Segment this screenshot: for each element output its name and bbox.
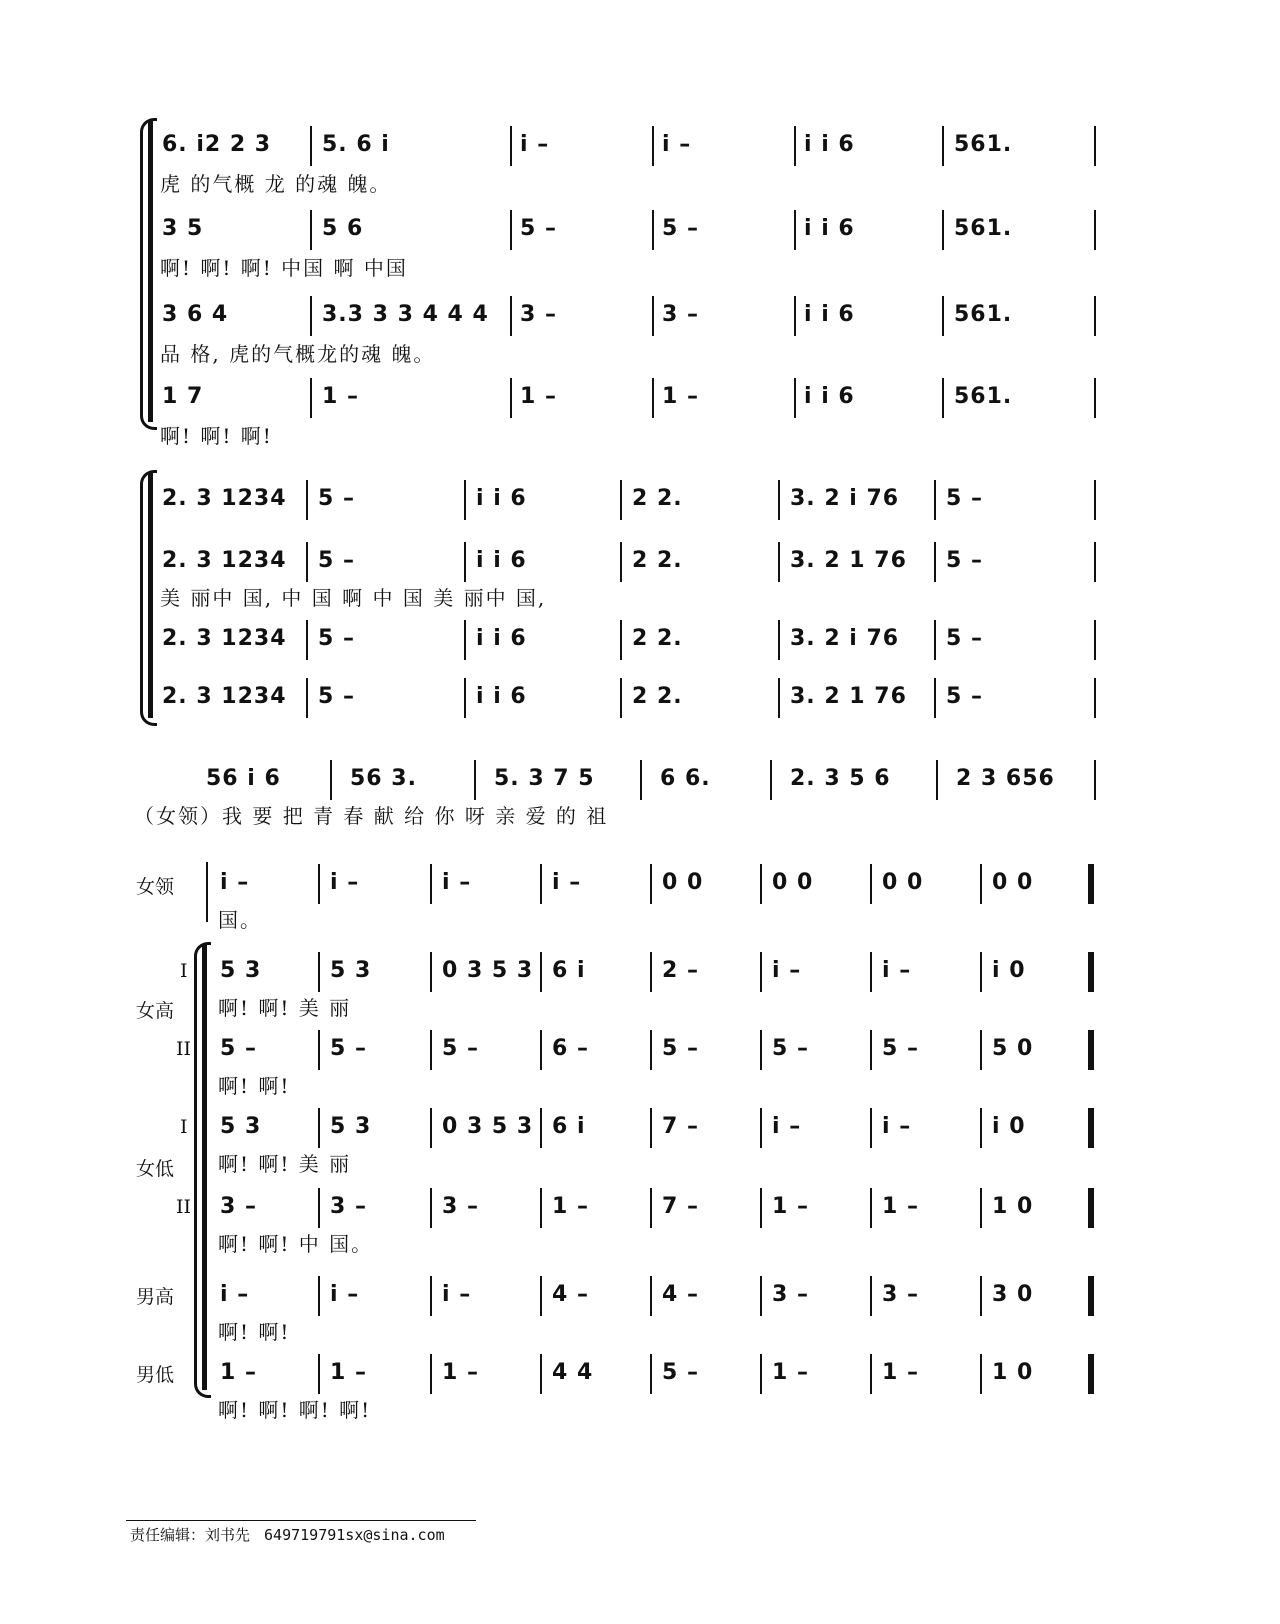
s4-part7-m7: 3 –: [882, 1282, 919, 1307]
s4-part6-m6: 1 –: [772, 1194, 809, 1219]
s1-r2-m5: i i 6: [804, 216, 855, 241]
s2-r2-m6: 5 –: [946, 548, 983, 573]
s4-part7-m6: 3 –: [772, 1282, 809, 1307]
s4-part6-m3: 3 –: [442, 1194, 479, 1219]
s4-barline: [318, 1108, 320, 1148]
s1-r3-lyric: 品 格, 虎的气概龙的魂 魄。: [160, 342, 436, 366]
s1-r4-m6: 561.: [954, 384, 1013, 409]
s3-lyric: （女领）我 要 把 青 春 献 给 你 呀 亲 爱 的 祖: [134, 804, 609, 828]
s4-part1-lyric: 啊! 啊! 美 丽: [218, 996, 352, 1020]
s4-part1-m5: 2 –: [662, 958, 699, 983]
s3-barline: [936, 760, 938, 800]
s4-barline: [430, 864, 432, 904]
s4-barline: [760, 1188, 762, 1228]
s2-r3-m3: i i 6: [476, 626, 527, 651]
s2-barline: [778, 620, 780, 660]
s1-barline: [942, 378, 944, 418]
s4-part8-m4: 4 4: [552, 1360, 594, 1385]
s4-part1-m6: i –: [772, 958, 802, 983]
s4-part3-m3: 5 –: [442, 1036, 479, 1061]
s4-part8-m1: 1 –: [220, 1360, 257, 1385]
s4-part6-lyric: 啊! 啊! 中 国。: [218, 1232, 374, 1256]
s4-part3-m4: 6 –: [552, 1036, 589, 1061]
s2-r3-m2: 5 –: [318, 626, 355, 651]
s2-barline: [306, 678, 308, 718]
editor-email: 649719791sx@sina.com: [264, 1526, 445, 1544]
s2-barline: [1094, 678, 1096, 718]
s2-r4-m5: 3. 2 1 76: [790, 684, 907, 709]
s1-barline: [794, 378, 796, 418]
s4-part3-m2: 5 –: [330, 1036, 367, 1061]
s4-part4-m1: 5 3: [220, 1114, 262, 1139]
s2-r3-m6: 5 –: [946, 626, 983, 651]
s1-barline: [310, 378, 312, 418]
s4-part1-m1: 5 3: [220, 958, 262, 983]
s2-barline: [1094, 542, 1096, 582]
s4-part0-lyric: 国。: [218, 908, 262, 932]
s2-r2-m2: 5 –: [318, 548, 355, 573]
s4-part1-m2: 5 3: [330, 958, 372, 983]
s1-barline: [942, 210, 944, 250]
s4-final-barline: [1088, 1354, 1094, 1394]
s1-r3-m6: 561.: [954, 302, 1013, 327]
s4-part8-lyric: 啊! 啊! 啊! 啊!: [218, 1398, 372, 1422]
s1-barline: [652, 126, 654, 166]
s4-part0-m3: i –: [442, 870, 472, 895]
s2-r4-m3: i i 6: [476, 684, 527, 709]
s1-barline: [510, 210, 512, 250]
s4-barline: [870, 1354, 872, 1394]
s1-r3-m2: 3.3 3 3 4 4 4: [322, 302, 489, 327]
part-sub-I: I: [180, 960, 188, 982]
s2-barline: [620, 678, 622, 718]
s4-part0-m8: 0 0: [992, 870, 1034, 895]
s4-barline: [870, 1188, 872, 1228]
s2-barline: [306, 480, 308, 520]
s4-part7-m5: 4 –: [662, 1282, 699, 1307]
s1-r2-m4: 5 –: [662, 216, 699, 241]
s3-barline: [770, 760, 772, 800]
s2-barline: [934, 542, 936, 582]
s1-r4-m4: 1 –: [662, 384, 699, 409]
s4-part8-m2: 1 –: [330, 1360, 367, 1385]
s2-barline: [934, 678, 936, 718]
s2-barline: [1094, 480, 1096, 520]
s4-part4-lyric: 啊! 啊! 美 丽: [218, 1152, 352, 1176]
s4-part6-m1: 3 –: [220, 1194, 257, 1219]
s1-r4-m3: 1 –: [520, 384, 557, 409]
s3-m3: 5. 3 7 5: [494, 766, 595, 791]
s4-part7-m2: i –: [330, 1282, 360, 1307]
s4-part6-m5: 7 –: [662, 1194, 699, 1219]
s3-barline: [474, 760, 476, 800]
s1-r3-m3: 3 –: [520, 302, 557, 327]
s4-part4-m5: 7 –: [662, 1114, 699, 1139]
s2-r2-m4: 2 2.: [632, 548, 683, 573]
s4-part8-m8: 1 0: [992, 1360, 1034, 1385]
s1-r1-m2: 5. 6 i: [322, 132, 390, 157]
s4-barline: [318, 1030, 320, 1070]
system-2-bracket: [148, 472, 153, 718]
s4-barline: [980, 1188, 982, 1228]
s2-barline: [620, 542, 622, 582]
s1-barline: [794, 210, 796, 250]
s1-barline: [942, 126, 944, 166]
s4-barline: [980, 1276, 982, 1316]
s2-barline: [464, 480, 466, 520]
s4-part1-m7: i –: [882, 958, 912, 983]
s4-part7-m4: 4 –: [552, 1282, 589, 1307]
s4-part3-m5: 5 –: [662, 1036, 699, 1061]
s2-r2-m3: i i 6: [476, 548, 527, 573]
s4-barline: [430, 1030, 432, 1070]
s4-barline: [760, 1354, 762, 1394]
s4-barline: [318, 1276, 320, 1316]
s4-barline: [650, 1030, 652, 1070]
s1-r3-m1: 3 6 4: [162, 302, 229, 327]
s4-barline: [430, 1276, 432, 1316]
s1-r1-lyric: 虎 的气概 龙 的魂 魄。: [160, 172, 392, 196]
s1-barline: [510, 296, 512, 336]
s4-barline: [650, 1108, 652, 1148]
s1-barline: [1094, 296, 1096, 336]
s2-r4-m4: 2 2.: [632, 684, 683, 709]
part-label-female-lead: 女领: [136, 876, 175, 898]
s4-part4-m3: 0 3 5 3: [442, 1114, 534, 1139]
s1-barline: [1094, 378, 1096, 418]
s4-barline: [870, 1276, 872, 1316]
s4-barline: [980, 1108, 982, 1148]
s4-barline: [870, 1030, 872, 1070]
s4-part0-m7: 0 0: [882, 870, 924, 895]
s4-barline: [430, 1188, 432, 1228]
s2-r2-m5: 3. 2 1 76: [790, 548, 907, 573]
s1-barline: [310, 210, 312, 250]
s4-final-barline: [1088, 1276, 1094, 1316]
s2-barline: [464, 620, 466, 660]
s2-barline: [620, 620, 622, 660]
footer-divider: [126, 1520, 476, 1521]
s4-barline: [980, 1030, 982, 1070]
s3-m1: 56 i 6: [206, 766, 281, 791]
part-sub-II: II: [176, 1196, 192, 1218]
s4-barline: [318, 952, 320, 992]
s1-barline: [310, 126, 312, 166]
part-label-tenor: 男高: [136, 1286, 175, 1308]
editor-credit: 责任编辑：刘书先: [130, 1526, 251, 1544]
s1-r1-m6: 561.: [954, 132, 1013, 157]
s4-barline: [980, 952, 982, 992]
s2-r1-m4: 2 2.: [632, 486, 683, 511]
part-label-bass: 男低: [136, 1364, 175, 1386]
s4-final-barline: [1088, 1188, 1094, 1228]
s1-barline: [794, 126, 796, 166]
s1-barline: [794, 296, 796, 336]
s4-barline: [650, 952, 652, 992]
s2-barline: [934, 620, 936, 660]
system-4-brace: [194, 942, 211, 1398]
s4-barline: [650, 864, 652, 904]
s4-barline: [650, 1354, 652, 1394]
s4-part6-m7: 1 –: [882, 1194, 919, 1219]
s4-part6-m8: 1 0: [992, 1194, 1034, 1219]
s2-barline: [778, 480, 780, 520]
s1-r4-m1: 1 7: [162, 384, 204, 409]
s4-part3-lyric: 啊! 啊!: [218, 1074, 291, 1098]
s2-r1-m6: 5 –: [946, 486, 983, 511]
s4-lead-bar: [206, 862, 208, 922]
s2-r3-m5: 3. 2 i 76: [790, 626, 900, 651]
s4-final-barline: [1088, 952, 1094, 992]
s4-barline: [760, 952, 762, 992]
s4-barline: [760, 864, 762, 904]
s4-part7-lyric: 啊! 啊!: [218, 1320, 291, 1344]
s4-barline: [870, 952, 872, 992]
s4-barline: [540, 952, 542, 992]
s1-r3-m4: 3 –: [662, 302, 699, 327]
s4-part1-m8: i 0: [992, 958, 1026, 983]
s1-barline: [652, 378, 654, 418]
s1-barline: [652, 210, 654, 250]
s4-part0-m2: i –: [330, 870, 360, 895]
s4-part0-m4: i –: [552, 870, 582, 895]
s2-r1-m1: 2. 3 1234: [162, 486, 287, 511]
s1-barline: [942, 296, 944, 336]
s4-barline: [760, 1108, 762, 1148]
s1-barline: [510, 378, 512, 418]
s2-r1-m3: i i 6: [476, 486, 527, 511]
s3-barline: [1094, 760, 1096, 800]
s4-barline: [870, 1108, 872, 1148]
part-sub-II: II: [176, 1038, 192, 1060]
s4-barline: [980, 1354, 982, 1394]
s1-r2-m6: 561.: [954, 216, 1013, 241]
s2-r2-m1: 2. 3 1234: [162, 548, 287, 573]
s2-barline: [306, 620, 308, 660]
s4-part3-m8: 5 0: [992, 1036, 1034, 1061]
s4-barline: [318, 1188, 320, 1228]
part-label-soprano: 女高: [136, 1000, 175, 1022]
s4-part4-m8: i 0: [992, 1114, 1026, 1139]
s1-r1-m4: i –: [662, 132, 692, 157]
s3-m2: 56 3.: [350, 766, 417, 791]
s2-r1-m5: 3. 2 i 76: [790, 486, 900, 511]
s4-part8-m6: 1 –: [772, 1360, 809, 1385]
s4-part8-m5: 5 –: [662, 1360, 699, 1385]
s2-r1-m2: 5 –: [318, 486, 355, 511]
s4-barline: [540, 1276, 542, 1316]
s4-part8-m7: 1 –: [882, 1360, 919, 1385]
s2-r4-m2: 5 –: [318, 684, 355, 709]
s4-part1-m3: 0 3 5 3: [442, 958, 534, 983]
s3-m5: 2. 3 5 6: [790, 766, 891, 791]
s1-barline: [1094, 210, 1096, 250]
s2-r4-m6: 5 –: [946, 684, 983, 709]
s2-barline: [464, 542, 466, 582]
s4-barline: [540, 1030, 542, 1070]
s4-barline: [430, 952, 432, 992]
s4-part3-m6: 5 –: [772, 1036, 809, 1061]
s1-r2-m3: 5 –: [520, 216, 557, 241]
s4-barline: [430, 1354, 432, 1394]
s1-r1-m5: i i 6: [804, 132, 855, 157]
s4-barline: [540, 1108, 542, 1148]
s1-r2-m1: 3 5: [162, 216, 204, 241]
s4-part6-m2: 3 –: [330, 1194, 367, 1219]
s1-barline: [310, 296, 312, 336]
s2-r4-m1: 2. 3 1234: [162, 684, 287, 709]
s4-part0-m6: 0 0: [772, 870, 814, 895]
s4-barline: [540, 864, 542, 904]
s2-r2-lyric: 美 丽中 国, 中 国 啊 中 国 美 丽中 国,: [160, 586, 547, 610]
s1-r2-lyric: 啊! 啊! 啊! 中国 啊 中国: [160, 256, 408, 280]
s3-barline: [330, 760, 332, 800]
s4-barline: [540, 1354, 542, 1394]
s2-barline: [778, 678, 780, 718]
s4-barline: [318, 1354, 320, 1394]
s2-barline: [778, 542, 780, 582]
s4-final-barline: [1088, 1108, 1094, 1148]
s2-barline: [934, 480, 936, 520]
s1-r4-m5: i i 6: [804, 384, 855, 409]
s1-r2-m2: 5 6: [322, 216, 364, 241]
s4-part4-m6: i –: [772, 1114, 802, 1139]
s3-barline: [640, 760, 642, 800]
s4-barline: [650, 1188, 652, 1228]
s1-barline: [510, 126, 512, 166]
part-sub-I: I: [180, 1116, 188, 1138]
s1-r3-m5: i i 6: [804, 302, 855, 327]
s1-r4-lyric: 啊! 啊! 啊!: [160, 424, 273, 448]
s4-part3-m1: 5 –: [220, 1036, 257, 1061]
s4-part7-m8: 3 0: [992, 1282, 1034, 1307]
s1-barline: [1094, 126, 1096, 166]
s2-r3-m4: 2 2.: [632, 626, 683, 651]
s2-barline: [464, 678, 466, 718]
s4-part0-m5: 0 0: [662, 870, 704, 895]
s4-part8-m3: 1 –: [442, 1360, 479, 1385]
s2-r3-m1: 2. 3 1234: [162, 626, 287, 651]
s2-barline: [1094, 620, 1096, 660]
s4-final-barline: [1088, 1030, 1094, 1070]
s1-barline: [652, 296, 654, 336]
s3-m6: 2 3 656: [956, 766, 1055, 791]
s4-barline: [540, 1188, 542, 1228]
s4-part1-m4: 6 i: [552, 958, 586, 983]
s4-part6-m4: 1 –: [552, 1194, 589, 1219]
s4-part4-m7: i –: [882, 1114, 912, 1139]
s4-barline: [430, 1108, 432, 1148]
s4-part7-m3: i –: [442, 1282, 472, 1307]
s4-final-barline: [1088, 864, 1094, 904]
part-label-alto: 女低: [136, 1158, 175, 1180]
s1-r1-m1: 6. i2 2 3: [162, 132, 272, 157]
s1-r1-m3: i –: [520, 132, 550, 157]
s4-barline: [650, 1276, 652, 1316]
s1-r4-m2: 1 –: [322, 384, 359, 409]
s4-part4-m2: 5 3: [330, 1114, 372, 1139]
s2-barline: [306, 542, 308, 582]
s4-part4-m4: 6 i: [552, 1114, 586, 1139]
system-1-bracket: [148, 120, 153, 422]
s4-barline: [318, 864, 320, 904]
s2-barline: [620, 480, 622, 520]
footer-credit: [130, 1524, 445, 1545]
s4-barline: [870, 864, 872, 904]
s4-barline: [760, 1276, 762, 1316]
s4-part0-m1: i –: [220, 870, 250, 895]
s3-m4: 6 6.: [660, 766, 711, 791]
s4-part7-m1: i –: [220, 1282, 250, 1307]
s4-barline: [760, 1030, 762, 1070]
s4-barline: [980, 864, 982, 904]
s4-part3-m7: 5 –: [882, 1036, 919, 1061]
